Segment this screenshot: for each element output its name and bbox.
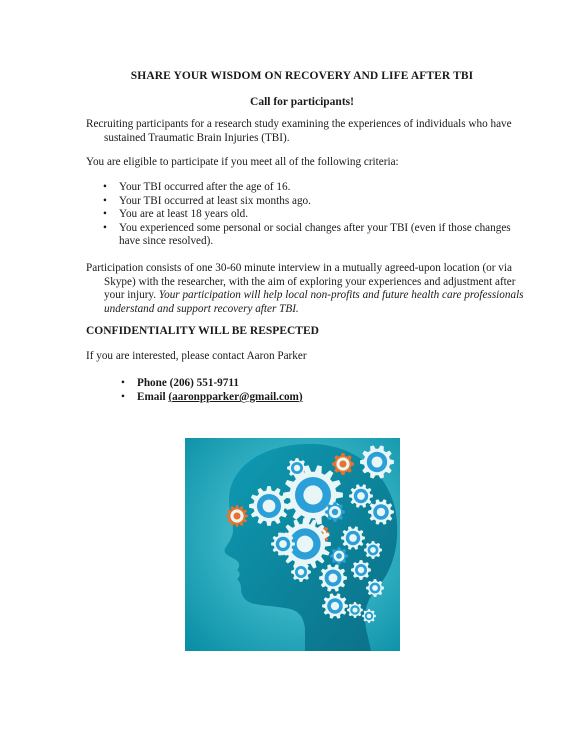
page-title: SHARE YOUR WISDOM ON RECOVERY AND LIFE AFTER TBI xyxy=(130,70,474,82)
confidentiality-heading: CONFIDENTIALITY WILL BE RESPECTED xyxy=(86,325,319,337)
bullet-icon: • xyxy=(103,181,107,193)
gear-icon xyxy=(351,560,371,580)
bullet-icon: • xyxy=(103,194,107,207)
gear-icon xyxy=(291,562,311,582)
participation-paragraph xyxy=(86,262,536,316)
participation-italic: Your participation will help local non-profits and future health care professionals understand and support recovery after TBI. xyxy=(104,289,524,315)
eligibility-lead: You are eligible to participate if you meet all of the following criteria: xyxy=(86,156,399,168)
bullet-icon: • xyxy=(103,221,107,234)
gear-icon xyxy=(362,609,376,623)
email-label: Email xyxy=(137,391,166,403)
list-item xyxy=(86,208,518,222)
criteria-text: Your TBI occurred after the age of 16. xyxy=(119,181,291,193)
gear-icon xyxy=(287,458,307,478)
gear-icon xyxy=(325,502,345,522)
email-link[interactable]: aaronpparker@gmail.com xyxy=(172,391,299,403)
page-subtitle: Call for participants! xyxy=(250,96,354,108)
bullet-icon: • xyxy=(103,208,107,220)
criteria-list xyxy=(86,181,518,249)
email-link-wrap[interactable] xyxy=(168,391,302,403)
head-profile-with-gears-icon xyxy=(185,438,400,651)
gear-icon xyxy=(347,602,363,618)
list-item xyxy=(86,376,518,390)
bullet-icon: • xyxy=(121,377,125,389)
gear-icon xyxy=(364,541,382,559)
list-item xyxy=(86,390,518,404)
intro-paragraph: Recruiting participants for a research study examining the experiences of individuals who have sustained Traumatic Brain Injuries (TBI). xyxy=(86,118,512,144)
list-item xyxy=(86,222,518,249)
contact-list xyxy=(86,376,518,404)
gear-icon xyxy=(366,579,384,597)
phone-text: Phone (206) 551-9711 xyxy=(137,377,239,389)
criteria-text: You are at least 18 years old. xyxy=(119,208,249,220)
criteria-text: You experienced some personal or social changes after your TBI (even if those changes have since resolved). xyxy=(119,221,511,247)
email-close-paren: ) xyxy=(298,391,303,403)
email-open-paren: ( xyxy=(168,391,173,403)
list-item xyxy=(86,195,518,209)
gear-icon xyxy=(330,547,348,565)
bullet-icon: • xyxy=(121,391,125,403)
contact-lead: If you are interested, please contact Aaron Parker xyxy=(86,350,307,362)
gear-icon xyxy=(332,453,354,475)
list-item xyxy=(86,181,518,195)
head-gears-illustration xyxy=(185,438,400,651)
participation-text: Participation consists of one 30-60 minute interview in a mutually agreed-upon location (or via Skype) with the researcher, with the aim of exploring your experiences and adjustment after your injury. xyxy=(86,262,516,301)
criteria-text: Your TBI occurred at least six months ago. xyxy=(119,194,311,207)
